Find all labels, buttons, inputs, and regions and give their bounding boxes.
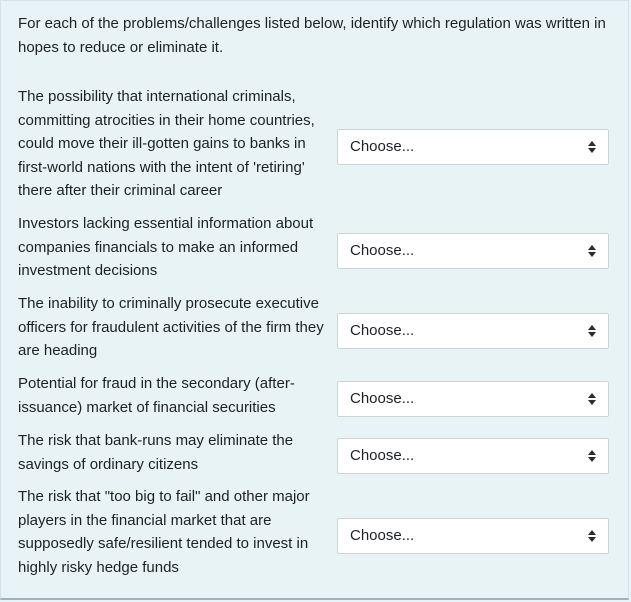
regulation-select[interactable] (337, 129, 609, 165)
select-arrows-icon (588, 141, 596, 154)
select-arrows-icon (588, 393, 596, 406)
regulation-select[interactable] (337, 233, 609, 269)
select-value: Choose... (350, 527, 415, 544)
regulation-select[interactable] (337, 313, 609, 349)
problem-text: Potential for fraud in the secondary (after-issuance) market of financial securities (18, 375, 295, 416)
select-arrows-icon (588, 245, 596, 258)
select-value: Choose... (350, 242, 415, 259)
select-value: Choose... (350, 322, 415, 339)
select-value: Choose... (350, 447, 415, 464)
regulation-select[interactable] (337, 518, 609, 554)
problem-text: The inability to criminally prosecute executive officers for fraudulent activities of the firm they are heading (18, 295, 324, 360)
select-arrows-icon (588, 530, 596, 543)
problem-text: The possibility that international criminals, committing atrocities in their home countries, could move their ill-gotten gains to banks in first-world nations with the intent of 'retiring' there after their criminal career (18, 88, 315, 200)
select-value: Choose... (350, 138, 415, 155)
select-value: Choose... (350, 390, 415, 407)
select-arrows-icon (588, 450, 596, 463)
select-arrows-icon (588, 325, 596, 338)
problem-text: The risk that "too big to fail" and other major players in the financial market that are supposedly safe/resilient tended to invest in highly risky hedge funds (18, 488, 310, 576)
regulation-select[interactable] (337, 438, 609, 474)
regulation-select[interactable] (337, 381, 609, 417)
problem-text: Investors lacking essential information about companies financials to make an informed investment decisions (18, 215, 314, 280)
question-intro: For each of the problems/challenges listed below, identify which regulation was written in hopes to reduce or eliminate it. (18, 15, 606, 56)
problem-text: The risk that bank-runs may eliminate the savings of ordinary citizens (18, 432, 294, 473)
